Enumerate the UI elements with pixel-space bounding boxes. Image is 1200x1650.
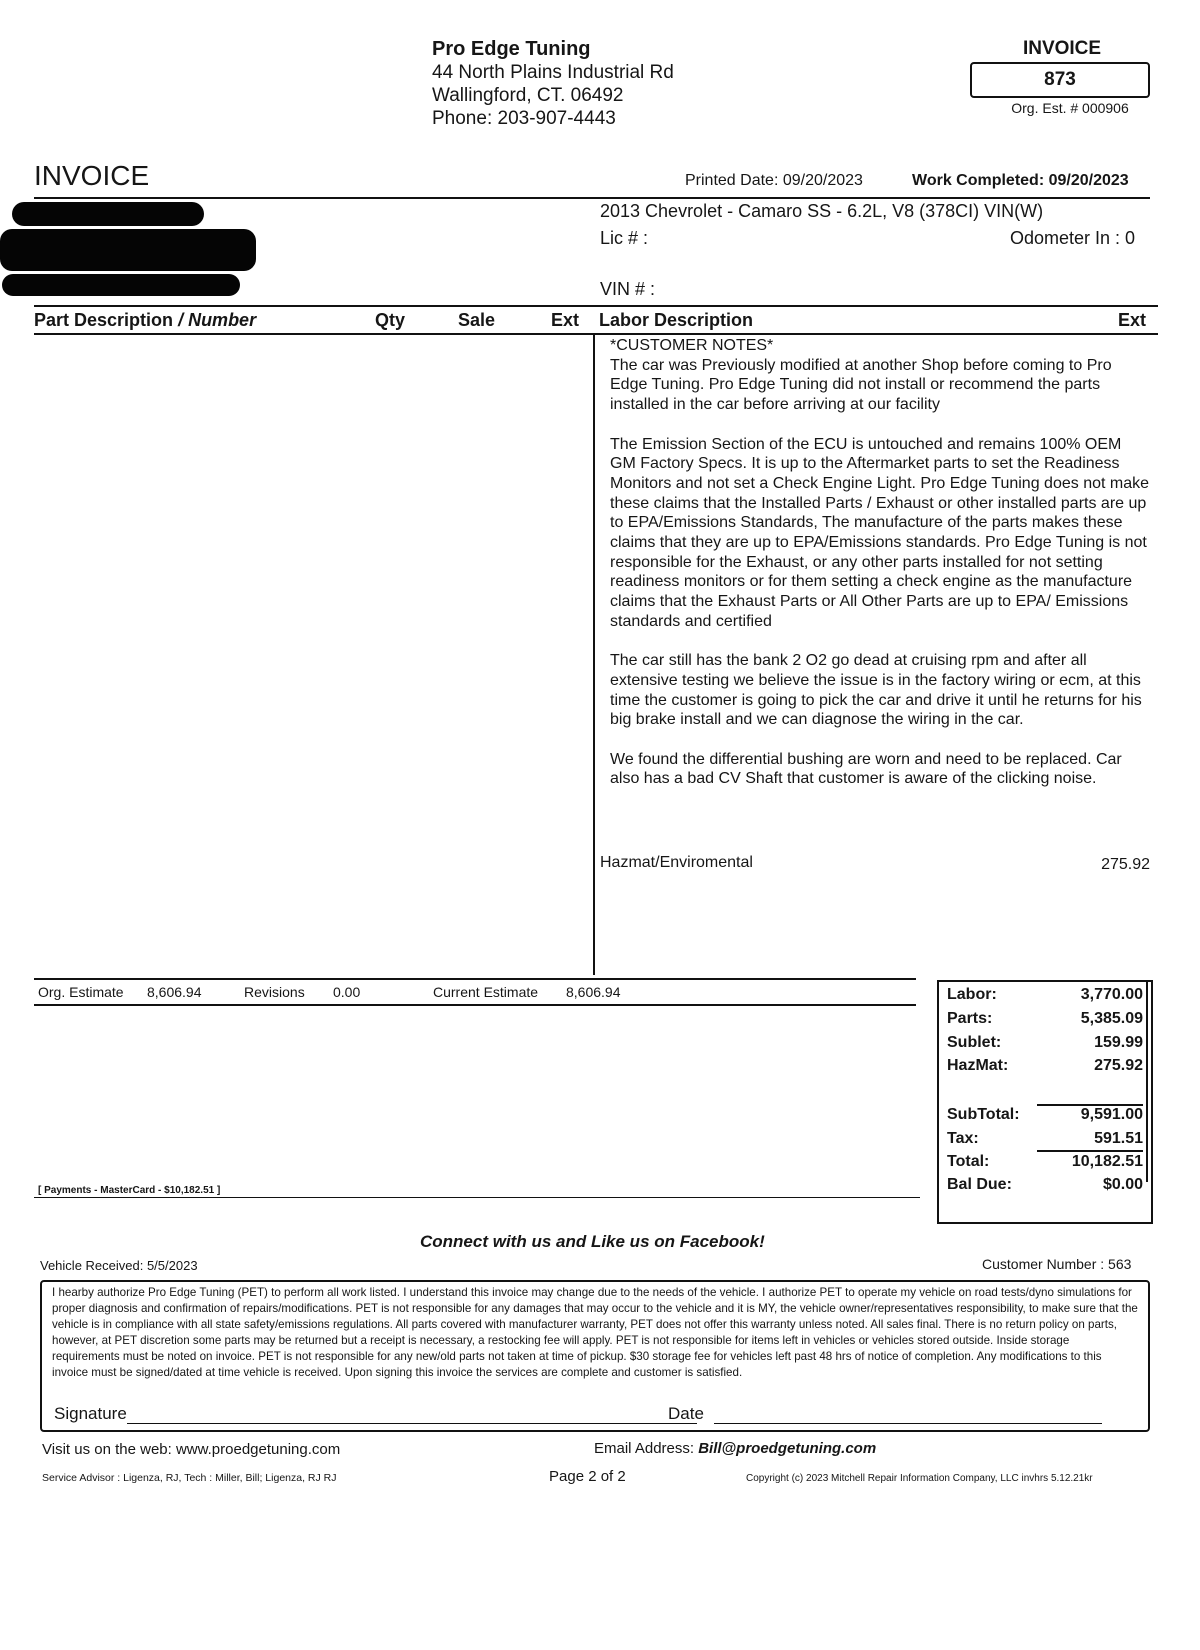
page-number: Page 2 of 2 bbox=[549, 1468, 626, 1485]
date-label: Date bbox=[668, 1404, 704, 1423]
total-value: 10,182.51 bbox=[1071, 1153, 1143, 1170]
customer-number: Customer Number : 563 bbox=[982, 1256, 1132, 1272]
payments-line: [ Payments - MasterCard - $10,182.51 ] bbox=[38, 1185, 221, 1196]
col-labor-ext: Ext bbox=[1118, 310, 1147, 330]
facebook-connect: Connect with us and Like us on Facebook! bbox=[420, 1232, 765, 1251]
totals-box bbox=[937, 980, 1153, 1224]
parts-total-label: Parts: bbox=[947, 1010, 993, 1027]
tax-label: Tax: bbox=[947, 1130, 979, 1147]
balance-due-row bbox=[947, 1176, 1143, 1194]
parts-total-row bbox=[947, 1010, 1143, 1028]
service-advisor: Service Advisor : Ligenza, RJ, Tech : Miller, Bill; Ligenza, RJ RJ bbox=[42, 1472, 337, 1484]
date-line[interactable] bbox=[714, 1423, 1102, 1424]
org-estimate-label: Org. Estimate bbox=[38, 984, 124, 1000]
vin-number: VIN # : bbox=[600, 279, 656, 299]
invoice-box-label: INVOICE bbox=[1022, 38, 1102, 59]
redacted-customer-name bbox=[12, 202, 204, 226]
shop-phone: Phone: 203-907-4443 bbox=[432, 108, 616, 129]
subtotal-row bbox=[947, 1106, 1143, 1124]
labor-total-value: 3,770.00 bbox=[1080, 986, 1143, 1003]
col-labor-description: Labor Description bbox=[599, 310, 754, 330]
hazmat-total-label: HazMat: bbox=[947, 1057, 1009, 1074]
org-estimate-number: Org. Est. # 000906 bbox=[1011, 100, 1129, 116]
col-ext: Ext bbox=[551, 310, 580, 330]
work-completed-date: Work Completed: 09/20/2023 bbox=[912, 172, 1129, 189]
total-row bbox=[947, 1153, 1143, 1171]
balance-due-label: Bal Due: bbox=[947, 1176, 1012, 1193]
authorization-box bbox=[40, 1280, 1150, 1432]
email-label: Email Address: bbox=[594, 1440, 699, 1457]
sublet-total-row bbox=[947, 1034, 1143, 1052]
current-estimate-label: Current Estimate bbox=[433, 984, 539, 1000]
sublet-total-label: Sublet: bbox=[947, 1034, 1002, 1051]
notes-heading: *CUSTOMER NOTES* bbox=[610, 337, 774, 354]
col-sale: Sale bbox=[458, 310, 496, 330]
email-address bbox=[594, 1440, 876, 1457]
current-estimate-value: 8,606.94 bbox=[566, 984, 621, 1000]
signature-line[interactable] bbox=[127, 1423, 697, 1424]
notes-paragraph: The car still has the bank 2 O2 go dead at cruising rpm and after all extensive testing we believe the issue is in the factory wiring or ecm, at this time the customer is going to pick the car and drive it until he returns for his big brake install and we can diagnose the wiring in the car. bbox=[610, 652, 1142, 729]
shop-name: Pro Edge Tuning bbox=[432, 38, 591, 60]
vehicle-description: 2013 Chevrolet - Camaro SS - 6.2L, V8 (378CI) VIN(W) bbox=[600, 201, 1044, 221]
tax-value: 591.51 bbox=[1094, 1130, 1143, 1147]
parts-total-value: 5,385.09 bbox=[1080, 1010, 1143, 1027]
col-qty: Qty bbox=[375, 310, 406, 330]
estimate-top-line bbox=[34, 978, 916, 980]
col-part-description-label: Part Description bbox=[34, 310, 174, 330]
subtotal-value: 9,591.00 bbox=[1080, 1106, 1143, 1123]
columns-top-divider bbox=[34, 305, 1158, 307]
email-value: Bill@proedgetuning.com bbox=[698, 1440, 877, 1457]
redacted-customer-phone bbox=[2, 274, 240, 296]
shop-info bbox=[432, 38, 674, 130]
labor-total-label: Labor: bbox=[947, 986, 997, 1003]
invoice-number: 873 bbox=[970, 62, 1150, 98]
page-title: INVOICE bbox=[34, 160, 150, 191]
notes-paragraph: The car was Previously modified at another Shop before coming to Pro Edge Tuning. Pro Edge Tuning did not install or recommend the parts installed in the car before arriving at our facility bbox=[610, 356, 1112, 414]
copyright: Copyright (c) 2023 Mitchell Repair Information Company, LLC invhrs 5.12.21kr bbox=[746, 1473, 1093, 1484]
org-estimate-value: 8,606.94 bbox=[147, 984, 202, 1000]
notes-paragraph: The Emission Section of the ECU is untouched and remains 100% OEM GM Factory Specs. It is up to the Aftermarket parts to set the Readiness Monitors and not set a Check Engine Light. Pro Edge Tuning does not make these claims that the Installed Parts / Exhaust or other installed parts are up to EPA/Emissions Standards, The manufacture of the parts makes these claims that they are up to EPA/Emissions standards. Pro Edge Tuning is not responsible for the Exhaust, or any other parts installed for not setting readiness monitors or for them setting a check engine as the manufacture claims that the Exhaust Parts or All Other Parts are up to EPA/ Emissions standards and certified bbox=[610, 435, 1149, 630]
shop-address-2: Wallingford, CT. 06492 bbox=[432, 85, 624, 106]
estimate-bottom-line bbox=[34, 1004, 916, 1006]
signature-label: Signature bbox=[54, 1404, 127, 1423]
printed-date: Printed Date: 09/20/2023 bbox=[685, 172, 863, 189]
revisions-label: Revisions bbox=[244, 984, 305, 1000]
license-number: Lic # : bbox=[600, 228, 649, 248]
tax-row bbox=[947, 1130, 1143, 1148]
hazmat-total-value: 275.92 bbox=[1094, 1057, 1143, 1074]
col-part-description bbox=[34, 310, 256, 331]
balance-due-value: $0.00 bbox=[1102, 1176, 1143, 1193]
redacted-customer-address bbox=[0, 229, 256, 271]
hazmat-line-amount: 275.92 bbox=[1101, 856, 1150, 873]
total-label: Total: bbox=[947, 1153, 990, 1170]
hazmat-total-row bbox=[947, 1057, 1143, 1075]
col-number-label: / Number bbox=[178, 310, 257, 330]
authorization-text: I hearby authorize Pro Edge Tuning (PET) to perform all work listed. I understand this invoice may change due to the needs of the vehicle. I authorize PET to operate my vehicle on road tests/dyno simulations for proper diagnosis and confirmation of repairs/modifications. PET is not responsible for any damages that may occur to the vehicle and it is MY, the vehicle owner/representatives responsibility, to make sure that the vehicle is in compliance with all state safety/emissions regulations. All parts covered with manufacturer warranty, PET does not offer this warranty unless noted. All sales final. There is no return policy on parts, however, at PET discretion some parts may be returned but a receipt is necessary, a restocking fee will apply. PET is not responsible for items left in vehicles or vehicles stored outside. Inside storage requirements must be noted on invoice. PET is not responsible for any new/old parts not taken at time of pickup. $30 storage fee for vehicles left past 48 hrs of notice of completion. Any modifications to this invoice must be signed/dated at time vehicle is received. Upon signing this invoice the services are complete and customer is satisfied. bbox=[52, 1286, 1138, 1380]
hazmat-line-label: Hazmat/Enviromental bbox=[600, 854, 753, 871]
total-rule bbox=[1037, 1150, 1143, 1152]
notes-paragraph: We found the differential bushing are worn and need to be replaced. Car also has a bad CV Shaft that customer is aware of the clicking noise. bbox=[610, 750, 1122, 788]
shop-address-1: 44 North Plains Industrial Rd bbox=[432, 62, 674, 83]
subtotal-label: SubTotal: bbox=[947, 1106, 1020, 1123]
vehicle-received: Vehicle Received: 5/5/2023 bbox=[40, 1258, 198, 1273]
totals-value-column-line bbox=[1146, 982, 1148, 1182]
payments-underline bbox=[34, 1197, 920, 1198]
labor-total-row bbox=[947, 986, 1143, 1004]
sublet-total-value: 159.99 bbox=[1094, 1034, 1143, 1051]
column-separator bbox=[593, 335, 595, 975]
columns-bottom-divider bbox=[34, 333, 1158, 335]
customer-notes bbox=[610, 336, 1150, 809]
revisions-value: 0.00 bbox=[333, 984, 361, 1000]
header-divider bbox=[34, 197, 1150, 199]
website: Visit us on the web: www.proedgetuning.com bbox=[42, 1441, 341, 1458]
odometer-in: Odometer In : 0 bbox=[1010, 228, 1136, 248]
